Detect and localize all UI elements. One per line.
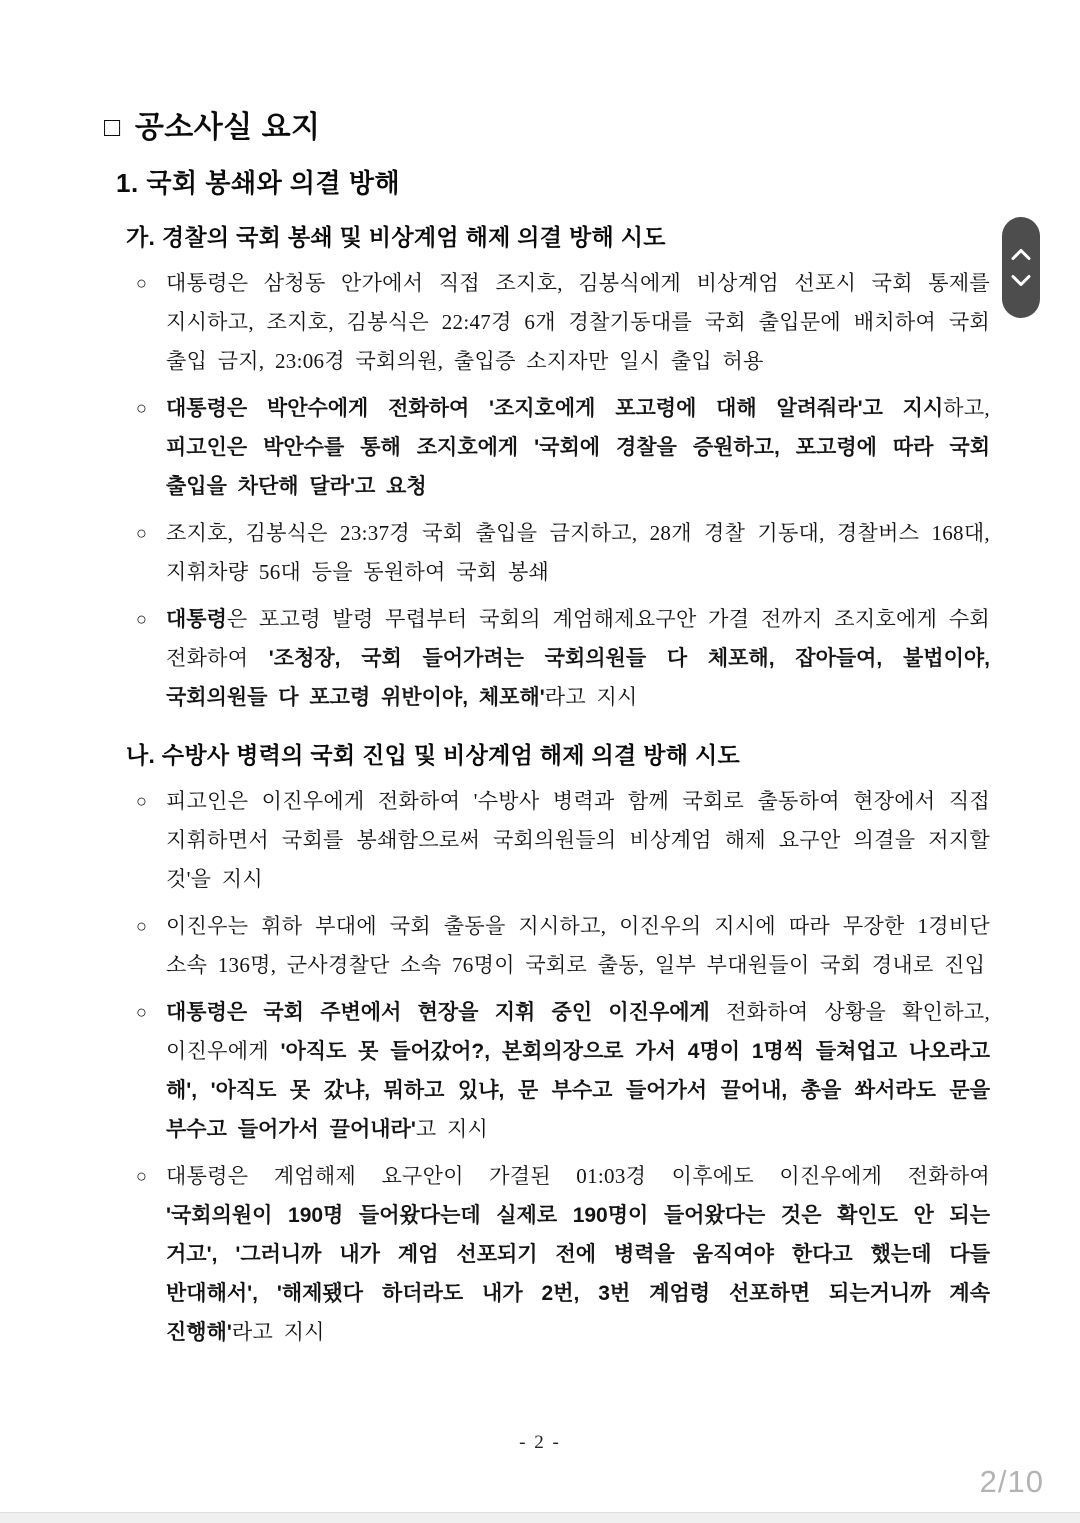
- bullet-item: [136, 600, 990, 717]
- bullet-text: [166, 907, 990, 985]
- document-subsection: [104, 223, 990, 717]
- text-segment: 전화하여 상황을 확인하고, 이진우에게: [166, 1000, 990, 1063]
- text-segment: 피고인은 박안수를 통해 조지호에게 '국회에 경찰을 증원하고, 포고령에 따라 국회 출입을 차단해 달라'고 요청: [166, 436, 990, 498]
- sections: [104, 167, 990, 1352]
- bullet-item: [136, 993, 990, 1149]
- square-bullet-icon: □: [104, 112, 121, 142]
- bullet-item: [136, 514, 990, 592]
- bullet-item: [136, 389, 990, 506]
- text-segment: 고 지시: [415, 1117, 489, 1141]
- bullet-text: [166, 1157, 990, 1352]
- bullet-circle-icon: ○: [136, 523, 147, 543]
- section-heading: 1. 국회 봉쇄와 의결 방해: [116, 168, 401, 198]
- bullet-circle-icon: ○: [136, 916, 147, 936]
- text-segment: 대통령은 박안수에게 전화하여 '조지호에게 포고령에 대해 알려줘라'고 지시: [166, 397, 944, 420]
- bullet-text: [166, 389, 990, 506]
- bullet-circle-icon: ○: [136, 1166, 147, 1186]
- bullet-text: [166, 993, 990, 1149]
- subsection-heading: 나. 수방사 병력의 국회 진입 및 비상계엄 해제 의결 방해 시도: [126, 742, 741, 768]
- page-number-footer: - 2 -: [519, 1432, 561, 1453]
- bullet-circle-icon: ○: [136, 791, 147, 811]
- bullet-text: [166, 782, 990, 899]
- text-segment: 이진우는 휘하 부대에 국회 출동을 지시하고, 이진우의 지시에 따라 무장한 1경비단 소속 136명, 군사경찰단 소속 76명이 국회로 출동, 일부 부대원들이 국회 경내로 진입: [166, 914, 990, 977]
- chevron-down-icon: [1010, 274, 1032, 287]
- text-segment: 하고,: [943, 396, 990, 420]
- text-segment: 라고 지시: [231, 1320, 325, 1344]
- text-segment: '조청장, 국회 들어가려는 국회의원들 다 체포해, 잡아들여, 불법이야, 국회의원들 다 포고령 위반이야, 체포해': [166, 647, 990, 709]
- text-segment: 대통령: [166, 608, 227, 631]
- text-segment: 라고 지시: [544, 685, 638, 709]
- document-title: [104, 110, 990, 146]
- text-segment: 대통령은 삼청동 안가에서 직접 조지호, 김봉식에게 비상계엄 선포시 국회 통제를 지시하고, 조지호, 김봉식은 22:47경 6개 경찰기동대를 국회 출입문에 배치하여 국회 출입 금지, 23:06경 국회의원, 출입증 소지자만 일시 출입 허용: [166, 271, 990, 373]
- bullet-item: [136, 782, 990, 899]
- bullet-text: [166, 514, 990, 592]
- bullet-item: [136, 1157, 990, 1352]
- bullet-text: [166, 600, 990, 717]
- bullet-circle-icon: ○: [136, 398, 147, 418]
- chevron-up-icon: [1010, 248, 1032, 261]
- scroll-up-button[interactable]: [1010, 248, 1032, 262]
- text-segment: '국회의원이 190명 들어왔다는데 실제로 190명이 들어왔다는 것은 확인도 안 되는 거고', '그러니까 내가 계엄 선포되기 전에 병력을 움직여야 한다고 했는데 다들 반대해서', '해제됐다 하더라도 내가 2번, 3번 계엄령 선포하면 되는거니까 계속 진행해': [166, 1204, 990, 1344]
- subsection-heading: 가. 경찰의 국회 봉쇄 및 비상계엄 해제 의결 방해 시도: [126, 224, 666, 250]
- viewer-bottom-bar: [0, 1512, 1080, 1523]
- text-segment: 피고인은 이진우에게 전화하여 '수방사 병력과 함께 국회로 출동하여 현장에서 직접 지휘하면서 국회를 봉쇄함으로써 국회의원들의 비상계엄 해제 요구안 의결을 저지할 것'을 지시: [166, 789, 990, 891]
- scroll-down-button[interactable]: [1010, 274, 1032, 288]
- bullet-circle-icon: ○: [136, 609, 147, 629]
- document-subsection: [104, 741, 990, 1352]
- bullet-circle-icon: ○: [136, 273, 147, 293]
- bullet-item: [136, 264, 990, 381]
- text-segment: 조지호, 김봉식은 23:37경 국회 출입을 금지하고, 28개 경찰 기동대, 경찰버스 168대, 지휘차량 56대 등을 동원하여 국회 봉쇄: [166, 521, 990, 584]
- bullet-circle-icon: ○: [136, 1002, 147, 1022]
- scroll-control: [1002, 217, 1040, 318]
- text-segment: 대통령은 계엄해제 요구안이 가결된 01:03경 이후에도 이진우에게 전화하여: [166, 1164, 990, 1188]
- bullet-text: [166, 264, 990, 381]
- bullet-item: [136, 907, 990, 985]
- text-segment: 대통령은 국회 주변에서 현장을 지휘 중인 이진우에게: [166, 1001, 727, 1024]
- text-segment: '아직도 못 들어갔어?, 본회의장으로 가서 4명이 1명씩 들쳐업고 나오라고 해', '아직도 못 갔냐, 뭐하고 있냐, 문 부수고 들어가서 끌어내, 총을 쏴서라도 문을 부수고 들어가서 끌어내라': [166, 1040, 990, 1141]
- text-segment: 은 포고령 발령 무렵부터 국회의 계엄해제요구안 가결 전까지 조지호에게 수회 전화하여: [166, 607, 990, 670]
- document-title-text: 공소사실 요지: [134, 111, 321, 144]
- page-indicator: 2/10: [979, 1464, 1044, 1499]
- document-section: [104, 167, 990, 1352]
